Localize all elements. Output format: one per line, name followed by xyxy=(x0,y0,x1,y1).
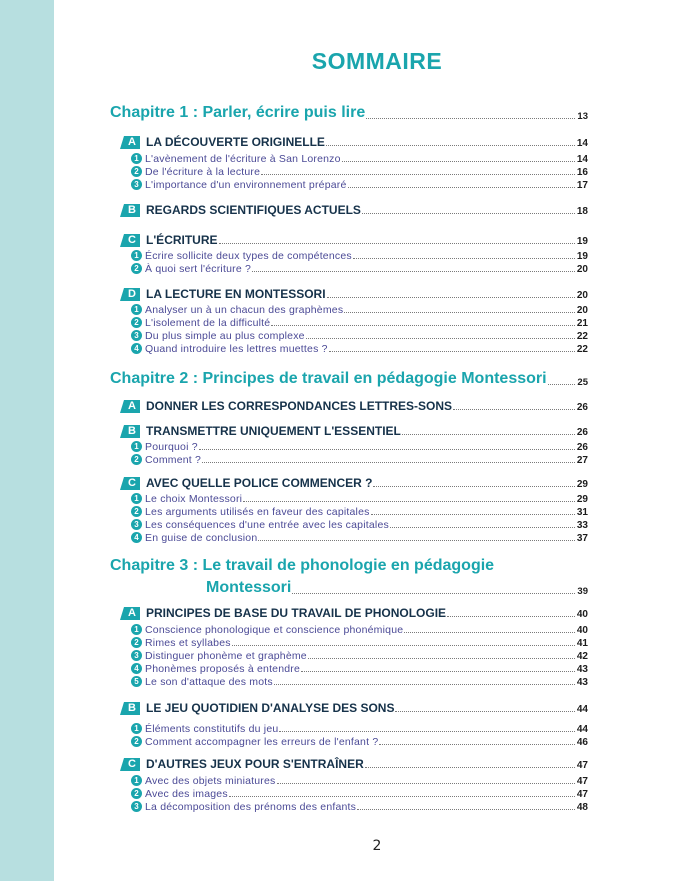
leader-dots xyxy=(258,539,574,541)
page-number: 18 xyxy=(576,206,588,217)
number-circle-icon: 2 xyxy=(131,454,142,465)
page-number: 13 xyxy=(577,111,588,122)
leader-dots xyxy=(348,186,575,188)
leader-dots xyxy=(353,257,575,259)
toc-section-2c[interactable] xyxy=(110,476,588,490)
leader-dots xyxy=(447,615,575,617)
leader-dots xyxy=(402,433,575,435)
leader-dots xyxy=(366,117,575,119)
page-number: 20 xyxy=(576,290,588,301)
item-title: Le choix Montessori xyxy=(145,493,243,505)
toc-item[interactable] xyxy=(110,624,588,636)
page-number: 26 xyxy=(576,442,588,453)
page-number: 48 xyxy=(576,802,588,813)
number-circle-icon: 3 xyxy=(131,801,142,812)
page-number: 29 xyxy=(576,494,588,505)
page-number: 14 xyxy=(576,138,588,149)
item-title: Les conséquences d'une entrée avec les capitales xyxy=(145,519,389,531)
page-number: 47 xyxy=(576,760,588,771)
item-title: La décomposition des prénoms des enfants xyxy=(145,801,357,813)
toc-section-3b[interactable] xyxy=(110,701,588,715)
toc-item[interactable] xyxy=(110,532,588,544)
item-title: Écrire sollicite deux types de compétences xyxy=(145,250,352,262)
leader-dots xyxy=(453,408,575,410)
item-title: Conscience phonologique et conscience phonémique xyxy=(145,624,404,636)
toc-section-1b[interactable] xyxy=(110,203,588,217)
item-title: Avec des objets miniatures xyxy=(145,775,276,787)
leader-dots xyxy=(229,795,575,797)
section-title: DONNER LES CORRESPONDANCES LETTRES-SONS xyxy=(146,399,453,413)
item-title: Les arguments utilisés en faveur des capitales xyxy=(145,506,370,518)
number-circle-icon: 2 xyxy=(131,788,142,799)
number-circle-icon: 2 xyxy=(131,637,142,648)
section-badge-icon: B xyxy=(120,204,140,217)
page-number: 20 xyxy=(576,305,588,316)
page-number: 47 xyxy=(576,776,588,787)
leader-dots xyxy=(301,670,575,672)
item-title: Comment accompagner les erreurs de l'enfant ? xyxy=(145,736,379,748)
toc-chapter-1[interactable] xyxy=(110,104,588,122)
toc-item[interactable] xyxy=(110,519,588,531)
toc-item[interactable] xyxy=(110,441,588,453)
page-number: 29 xyxy=(576,479,588,490)
page-number: 14 xyxy=(576,154,588,165)
section-title: LA LECTURE EN MONTESSORI xyxy=(146,287,326,301)
page-number: 19 xyxy=(576,236,588,247)
toc-section-3a[interactable] xyxy=(110,606,588,620)
number-circle-icon: 5 xyxy=(131,676,142,687)
toc-item[interactable] xyxy=(110,493,588,505)
leader-dots xyxy=(395,710,574,712)
item-title: Rimes et syllabes xyxy=(145,637,231,649)
section-badge-icon: A xyxy=(120,400,140,413)
leader-dots xyxy=(362,212,575,214)
number-circle-icon: 3 xyxy=(131,330,142,341)
page-number: 37 xyxy=(576,533,588,544)
toc-item[interactable] xyxy=(110,663,588,675)
leader-dots xyxy=(271,324,575,326)
toc-item[interactable] xyxy=(110,250,588,262)
page-number: 16 xyxy=(576,167,588,178)
leader-dots xyxy=(357,808,575,810)
page-number: 26 xyxy=(576,427,588,438)
page-number: 27 xyxy=(576,455,588,466)
leader-dots xyxy=(252,270,575,272)
number-circle-icon: 4 xyxy=(131,532,142,543)
leader-dots xyxy=(390,526,575,528)
toc-item[interactable] xyxy=(110,330,588,342)
number-circle-icon: 2 xyxy=(131,506,142,517)
number-circle-icon: 1 xyxy=(131,624,142,635)
page-number: 43 xyxy=(576,677,588,688)
page-number: 17 xyxy=(576,180,588,191)
toc-section-2a[interactable] xyxy=(110,399,588,413)
toc-item[interactable] xyxy=(110,788,588,800)
toc-section-3c[interactable] xyxy=(110,757,588,771)
page-number: 44 xyxy=(576,704,588,715)
item-title: L'importance d'un environnement préparé xyxy=(145,179,347,191)
item-title: En guise de conclusion xyxy=(145,532,258,544)
number-circle-icon: 1 xyxy=(131,775,142,786)
section-title: REGARDS SCIENTIFIQUES ACTUELS xyxy=(146,203,361,217)
toc-item[interactable] xyxy=(110,736,588,748)
leader-dots xyxy=(371,513,575,515)
section-badge-icon: C xyxy=(120,758,140,771)
number-circle-icon: 2 xyxy=(131,736,142,747)
section-title: PRINCIPES DE BASE DU TRAVAIL DE PHONOLOGIE xyxy=(146,606,447,620)
leader-dots xyxy=(243,500,575,502)
toc-chapter-3[interactable] xyxy=(110,579,588,597)
toc-item[interactable] xyxy=(110,343,588,355)
toc-chapter-3-line1[interactable] xyxy=(110,557,588,575)
page-title: SOMMAIRE xyxy=(311,48,443,74)
toc-section-1d[interactable] xyxy=(110,287,588,301)
item-title: De l'écriture à la lecture xyxy=(145,166,261,178)
item-title: Avec des images xyxy=(145,788,228,800)
page-number: 44 xyxy=(576,724,588,735)
section-title: LA DÉCOUVERTE ORIGINELLE xyxy=(146,135,325,149)
leader-dots xyxy=(329,350,575,352)
leader-dots xyxy=(308,657,575,659)
toc-item[interactable] xyxy=(110,454,588,466)
toc-item[interactable] xyxy=(110,506,588,518)
page-number: 41 xyxy=(576,638,588,649)
toc-chapter-2[interactable] xyxy=(110,370,588,388)
chapter-title: Chapitre 1 : Parler, écrire puis lire xyxy=(110,104,366,121)
item-title: Le son d'attaque des mots xyxy=(145,676,273,688)
page-number: 25 xyxy=(577,377,588,388)
item-title: L'isolement de la difficulté xyxy=(145,317,271,329)
number-circle-icon: 4 xyxy=(131,343,142,354)
section-badge-icon: B xyxy=(120,425,140,438)
toc-item[interactable] xyxy=(110,650,588,662)
leader-dots xyxy=(279,730,574,732)
page-number: 22 xyxy=(576,331,588,342)
item-title: Comment ? xyxy=(145,454,202,466)
toc-item[interactable] xyxy=(110,153,588,165)
number-circle-icon: 3 xyxy=(131,650,142,661)
leader-dots xyxy=(232,644,575,646)
item-title: Du plus simple au plus complexe xyxy=(145,330,305,342)
page-number: 26 xyxy=(576,402,588,413)
leader-dots xyxy=(548,383,576,385)
toc-item[interactable] xyxy=(110,263,588,275)
item-title: Éléments constitutifs du jeu xyxy=(145,723,279,735)
toc-item[interactable] xyxy=(110,676,588,688)
chapter-title: Chapitre 3 : Le travail de phonologie en pédagogie xyxy=(110,557,495,574)
page-number: 43 xyxy=(576,664,588,675)
page-number: 47 xyxy=(576,789,588,800)
leader-dots xyxy=(274,683,575,685)
item-title: Phonèmes proposés à entendre xyxy=(145,663,301,675)
leader-dots xyxy=(342,160,575,162)
section-title: L'ÉCRITURE xyxy=(146,233,218,247)
leader-dots xyxy=(379,743,575,745)
toc-item[interactable] xyxy=(110,801,588,813)
number-circle-icon: 1 xyxy=(131,493,142,504)
number-circle-icon: 2 xyxy=(131,317,142,328)
toc-item[interactable] xyxy=(110,179,588,191)
leader-dots xyxy=(344,311,575,313)
section-badge-icon: A xyxy=(120,136,140,149)
toc-item[interactable] xyxy=(110,723,588,735)
item-title: Quand introduire les lettres muettes ? xyxy=(145,343,328,355)
section-badge-icon: B xyxy=(120,702,140,715)
page-number: 39 xyxy=(577,586,588,597)
toc-item[interactable] xyxy=(110,304,588,316)
toc-item[interactable] xyxy=(110,637,588,649)
toc-item[interactable] xyxy=(110,166,588,178)
section-title: AVEC QUELLE POLICE COMMENCER ? xyxy=(146,476,373,490)
number-circle-icon: 1 xyxy=(131,153,142,164)
leader-dots xyxy=(373,485,574,487)
page-number: 46 xyxy=(576,737,588,748)
page-number: 31 xyxy=(576,507,588,518)
page-number: 22 xyxy=(576,344,588,355)
page-folio: 2 xyxy=(372,838,382,854)
number-circle-icon: 2 xyxy=(131,166,142,177)
number-circle-icon: 1 xyxy=(131,441,142,452)
page-number: 40 xyxy=(576,625,588,636)
section-badge-icon: D xyxy=(120,288,140,301)
toc-section-2b[interactable] xyxy=(110,424,588,438)
number-circle-icon: 2 xyxy=(131,263,142,274)
page-number: 19 xyxy=(576,251,588,262)
decorative-sidebar xyxy=(0,0,54,881)
toc-item[interactable] xyxy=(110,775,588,787)
page-number: 21 xyxy=(576,318,588,329)
number-circle-icon: 3 xyxy=(131,519,142,530)
item-title: Distinguer phonème et graphème xyxy=(145,650,307,662)
leader-dots xyxy=(292,592,575,594)
leader-dots xyxy=(202,461,575,463)
chapter-title-continued: Montessori xyxy=(206,579,292,596)
leader-dots xyxy=(326,144,575,146)
leader-dots xyxy=(261,173,575,175)
leader-dots xyxy=(306,337,575,339)
section-title: LE JEU QUOTIDIEN D'ANALYSE DES SONS xyxy=(146,701,395,715)
toc-section-1a[interactable] xyxy=(110,135,588,149)
leader-dots xyxy=(219,242,575,244)
section-title: D'AUTRES JEUX POUR S'ENTRAÎNER xyxy=(146,757,364,771)
toc-section-1c[interactable] xyxy=(110,233,588,247)
item-title: L'avènement de l'écriture à San Lorenzo xyxy=(145,153,341,165)
toc-item[interactable] xyxy=(110,317,588,329)
page-number: 20 xyxy=(576,264,588,275)
leader-dots xyxy=(199,448,575,450)
item-title: À quoi sert l'écriture ? xyxy=(145,263,252,275)
leader-dots xyxy=(404,631,575,633)
number-circle-icon: 1 xyxy=(131,304,142,315)
leader-dots xyxy=(277,782,575,784)
chapter-title: Chapitre 2 : Principes de travail en pédagogie Montessori xyxy=(110,370,547,387)
number-circle-icon: 1 xyxy=(131,250,142,261)
section-badge-icon: C xyxy=(120,234,140,247)
item-title: Analyser un à un chacun des graphèmes xyxy=(145,304,344,316)
section-badge-icon: C xyxy=(120,477,140,490)
page-number: 42 xyxy=(576,651,588,662)
number-circle-icon: 3 xyxy=(131,179,142,190)
page-number: 40 xyxy=(576,609,588,620)
leader-dots xyxy=(365,766,575,768)
number-circle-icon: 1 xyxy=(131,723,142,734)
page-number: 33 xyxy=(576,520,588,531)
item-title: Pourquoi ? xyxy=(145,441,198,453)
section-badge-icon: A xyxy=(120,607,140,620)
section-title: TRANSMETTRE UNIQUEMENT L'ESSENTIEL xyxy=(146,424,401,438)
leader-dots xyxy=(327,296,575,298)
number-circle-icon: 4 xyxy=(131,663,142,674)
